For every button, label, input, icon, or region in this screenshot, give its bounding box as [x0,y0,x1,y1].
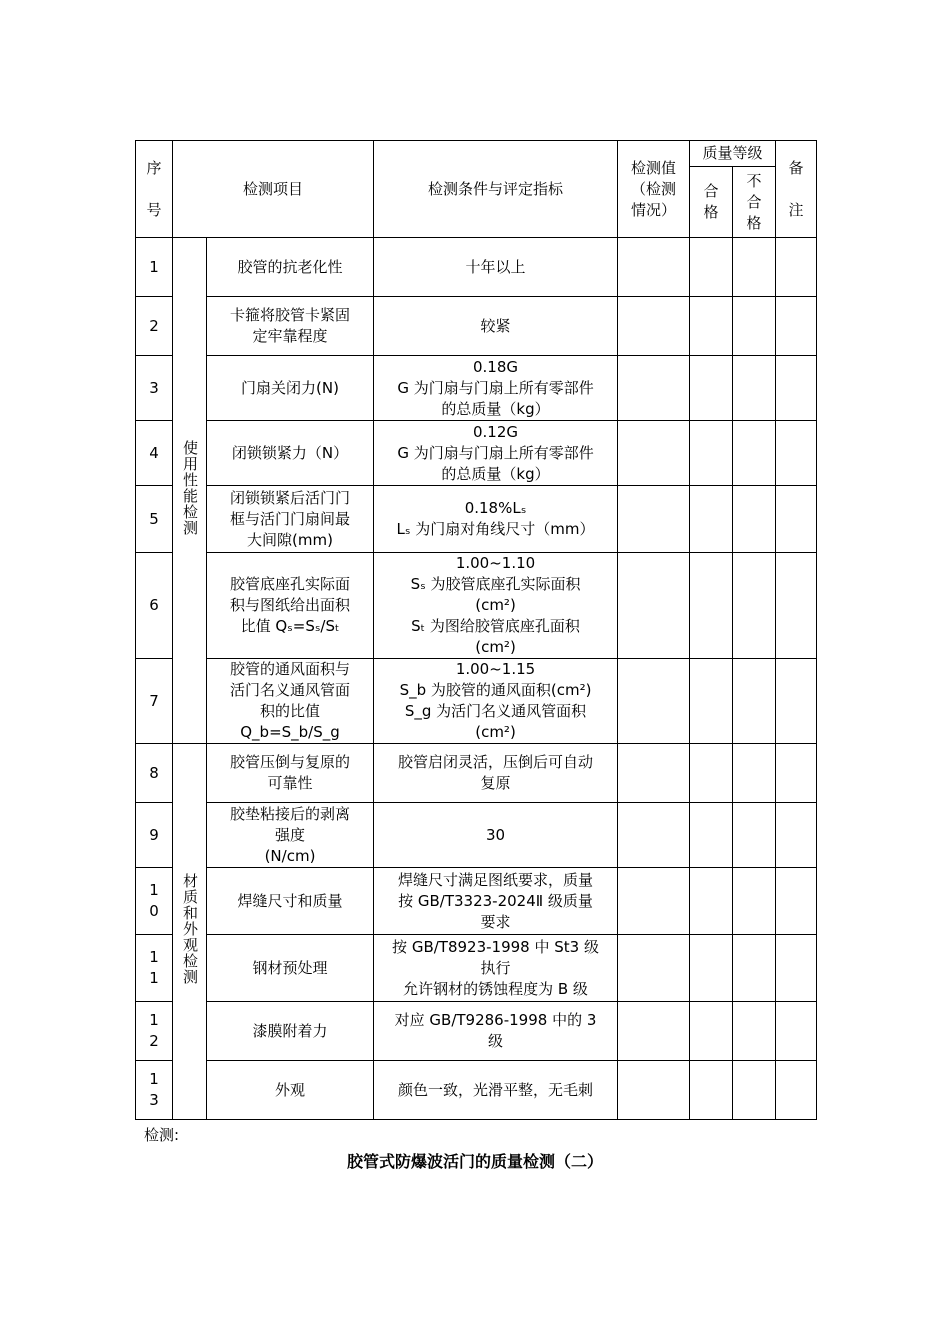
row-value-cell [618,1061,690,1120]
row-pass-cell [690,238,733,297]
group-usage [173,238,207,744]
row-value-cell [618,659,690,744]
row-criteria: 胶管启闭灵活，压倒后可自动 复原 [374,744,618,803]
check-label: 检测: [144,1126,180,1144]
row-criteria: 颜色一致，光滑平整，无毛刺 [374,1061,618,1120]
row-value-cell [618,238,690,297]
table-row [136,238,817,297]
row-remark-cell [776,868,817,935]
row-seq: 1 3 [136,1061,173,1120]
row-seq: 3 [136,356,173,421]
row-fail-cell [733,1002,776,1061]
row-seq: 2 [136,297,173,356]
row-item: 门扇关闭力(N) [207,356,374,421]
row-criteria: 焊缝尺寸满足图纸要求，质量 按 GB/T3323-2024Ⅱ 级质量 要求 [374,868,618,935]
row-fail-cell [733,868,776,935]
row-item: 外观 [207,1061,374,1120]
row-remark-cell [776,659,817,744]
row-value-cell [618,744,690,803]
row-seq: 1 [136,238,173,297]
row-pass-cell [690,1061,733,1120]
row-pass-cell [690,356,733,421]
group-usage-label: 使用性能检测 [181,439,199,536]
row-remark-cell [776,1061,817,1120]
row-fail-cell [733,297,776,356]
table-row [136,659,817,744]
row-value-cell [618,486,690,553]
row-remark-cell [776,553,817,659]
row-fail-cell [733,1061,776,1120]
row-item: 闭锁锁紧后活门门 框与活门门扇间最 大间隙(mm) [207,486,374,553]
header-remark: 备 注 [776,141,817,238]
row-fail-cell [733,486,776,553]
table-row [136,803,817,868]
header-criteria: 检测条件与评定指标 [374,141,618,238]
row-pass-cell [690,486,733,553]
header-grade: 质量等级 [690,141,776,167]
row-item: 胶管的抗老化性 [207,238,374,297]
row-pass-cell [690,935,733,1002]
row-item: 钢材预处理 [207,935,374,1002]
row-item: 胶管的通风面积与 活门名义通风管面 积的比值 Q_b=S_b/S_g [207,659,374,744]
row-pass-cell [690,659,733,744]
row-item: 卡箍将胶管卡紧固 定牢靠程度 [207,297,374,356]
row-seq: 5 [136,486,173,553]
row-remark-cell [776,297,817,356]
group-material [173,744,207,1120]
row-criteria: 30 [374,803,618,868]
row-item: 胶管压倒与复原的 可靠性 [207,744,374,803]
row-value-cell [618,868,690,935]
document-title: 胶管式防爆波活门的质量检测（二） [346,1152,603,1171]
row-fail-cell [733,659,776,744]
row-criteria: 0.18G G 为门扇与门扇上所有零部件 的总质量（kg） [374,356,618,421]
row-seq: 1 2 [136,1002,173,1061]
header-item: 检测项目 [173,141,374,238]
row-remark-cell [776,744,817,803]
row-criteria: 1.00~1.10 Sₛ 为胶管底座孔实际面积 (cm²) Sₜ 为图给胶管底座孔面积 (cm²) [374,553,618,659]
row-criteria: 较紧 [374,297,618,356]
row-seq: 6 [136,553,173,659]
table-row [136,1061,817,1120]
header-value: 检测值 （检测 情况） [618,141,690,238]
row-criteria: 0.12G G 为门扇与门扇上所有零部件 的总质量（kg） [374,421,618,486]
table-row [136,935,817,1002]
table-row [136,356,817,421]
row-value-cell [618,356,690,421]
table-row [136,486,817,553]
row-remark-cell [776,421,817,486]
row-value-cell [618,1002,690,1061]
row-value-cell [618,297,690,356]
quality-inspection-table [135,140,817,1120]
row-pass-cell [690,744,733,803]
row-seq: 1 0 [136,868,173,935]
row-criteria: 对应 GB/T9286-1998 中的 3 级 [374,1002,618,1061]
row-pass-cell [690,868,733,935]
row-item: 胶管底座孔实际面 积与图纸给出面积 比值 Qₛ=Sₛ/Sₜ [207,553,374,659]
row-remark-cell [776,1002,817,1061]
row-seq: 8 [136,744,173,803]
header-fail: 不 合 格 [733,167,776,238]
table-row [136,1002,817,1061]
row-fail-cell [733,553,776,659]
row-fail-cell [733,744,776,803]
row-value-cell [618,421,690,486]
row-remark-cell [776,356,817,421]
row-item: 漆膜附着力 [207,1002,374,1061]
row-fail-cell [733,803,776,868]
row-seq: 7 [136,659,173,744]
header-seq: 序 号 [136,141,173,238]
row-item: 胶垫粘接后的剥离 强度 (N/cm) [207,803,374,868]
row-seq: 1 1 [136,935,173,1002]
row-remark-cell [776,803,817,868]
row-remark-cell [776,935,817,1002]
row-fail-cell [733,935,776,1002]
table-row [136,868,817,935]
row-item: 闭锁锁紧力（N） [207,421,374,486]
row-pass-cell [690,1002,733,1061]
row-pass-cell [690,803,733,868]
row-fail-cell [733,421,776,486]
header-pass: 合 格 [690,167,733,238]
row-value-cell [618,935,690,1002]
table-row [136,421,817,486]
row-value-cell [618,553,690,659]
row-criteria: 1.00~1.15 S_b 为胶管的通风面积(cm²) S_g 为活门名义通风管面积 (cm²) [374,659,618,744]
row-pass-cell [690,421,733,486]
row-pass-cell [690,553,733,659]
row-fail-cell [733,356,776,421]
row-remark-cell [776,486,817,553]
table-row [136,744,817,803]
table-row [136,297,817,356]
row-criteria: 按 GB/T8923-1998 中 St3 级 执行 允许钢材的锈蚀程度为 B 级 [374,935,618,1002]
row-remark-cell [776,238,817,297]
row-criteria: 十年以上 [374,238,618,297]
row-seq: 4 [136,421,173,486]
table-row [136,553,817,659]
row-item: 焊缝尺寸和质量 [207,868,374,935]
row-fail-cell [733,238,776,297]
row-value-cell [618,803,690,868]
group-material-label: 材质和外观检测 [181,872,199,985]
row-seq: 9 [136,803,173,868]
row-pass-cell [690,297,733,356]
row-criteria: 0.18%Lₛ Lₛ 为门扇对角线尺寸（mm） [374,486,618,553]
